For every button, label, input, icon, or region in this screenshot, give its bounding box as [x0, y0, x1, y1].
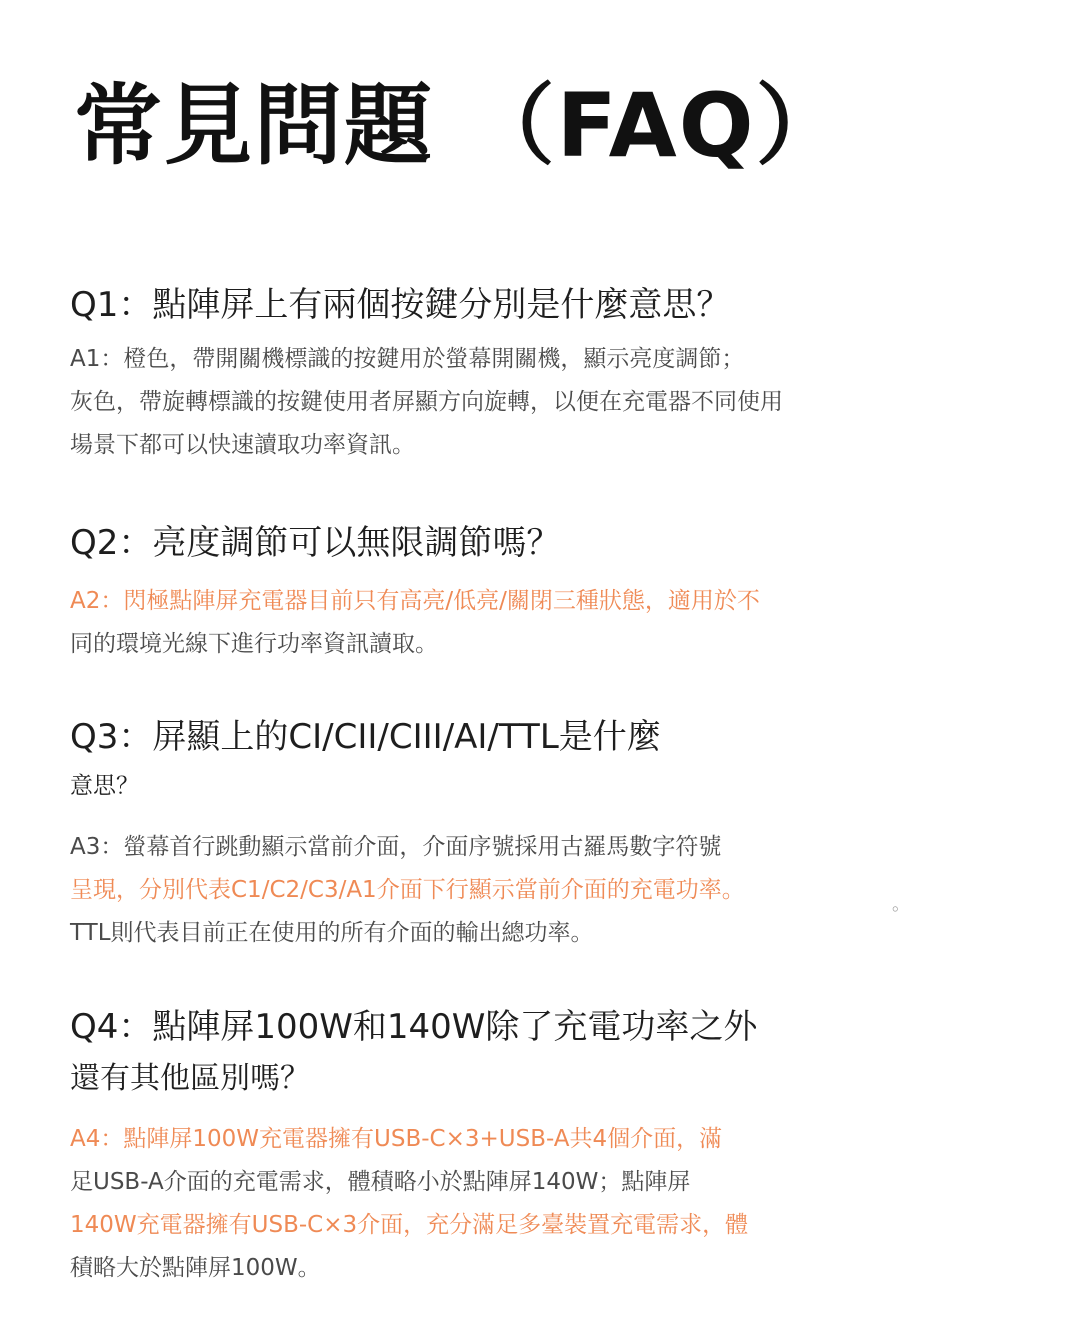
page-title: 常見問題 （FAQ） — [74, 74, 846, 177]
answer-line-highlight: A4：點陣屏100W充電器擁有USB-C×3+USB-A共4個介面，滿 — [70, 1126, 723, 1152]
faq-item-2 — [70, 516, 930, 666]
faq-answer-2 — [70, 580, 930, 666]
faq-item-1 — [70, 278, 930, 467]
faq-question-1: Q1：點陣屏上有兩個按鍵分別是什麼意思？ — [70, 285, 731, 325]
faq-question-3-cont: 意思？ — [70, 773, 139, 799]
answer-line: 積略大於點陣屏100W。 — [70, 1255, 321, 1281]
faq-question-2: Q2：亮度調節可以無限調節嗎？ — [70, 523, 561, 563]
answer-line-highlight: 呈現，分別代表C1/C2/C3/A1介面下行顯示當前介面的充電功率。 — [70, 877, 745, 903]
answer-line-highlight: 140W充電器擁有USB-C×3介面，充分滿足多臺裝置充電需求，體 — [70, 1212, 749, 1238]
answer-line: 灰色，帶旋轉標識的按鍵使用者屏顯方向旋轉，以便在充電器不同使用 — [70, 389, 783, 415]
faq-item-4 — [70, 1000, 930, 1290]
answer-line: 足USB-A介面的充電需求，體積略小於點陣屏140W；點陣屏 — [70, 1169, 691, 1195]
faq-question-4: Q4：點陣屏100W和140W除了充電功率之外 — [70, 1007, 758, 1047]
answer-line-highlight: A2：閃極點陣屏充電器目前只有高亮/低亮/關閉三種狀態，適用於不 — [70, 588, 760, 614]
answer-line: A3：螢幕首行跳動顯示當前介面，介面序號採用古羅馬數字符號 — [70, 834, 722, 860]
answer-line: A1：橙色，帶開關機標識的按鍵用於螢幕開關機，顯示亮度調節； — [70, 346, 745, 372]
faq-answer-4 — [70, 1118, 930, 1290]
faq-answer-3 — [70, 826, 930, 955]
stray-punctuation-mark: 。 — [892, 894, 910, 915]
faq-item-3 — [70, 710, 930, 955]
faq-question-4-cont: 還有其他區別嗎？ — [70, 1061, 310, 1096]
faq-question-3: Q3：屏顯上的CI/CII/CIII/AI/TTL是什麼 — [70, 717, 661, 757]
answer-line: TTL則代表目前正在使用的所有介面的輸出總功率。 — [70, 920, 594, 946]
faq-answer-1 — [70, 338, 930, 467]
answer-line: 同的環境光線下進行功率資訊讀取。 — [70, 631, 438, 657]
answer-line: 場景下都可以快速讀取功率資訊。 — [70, 432, 415, 458]
